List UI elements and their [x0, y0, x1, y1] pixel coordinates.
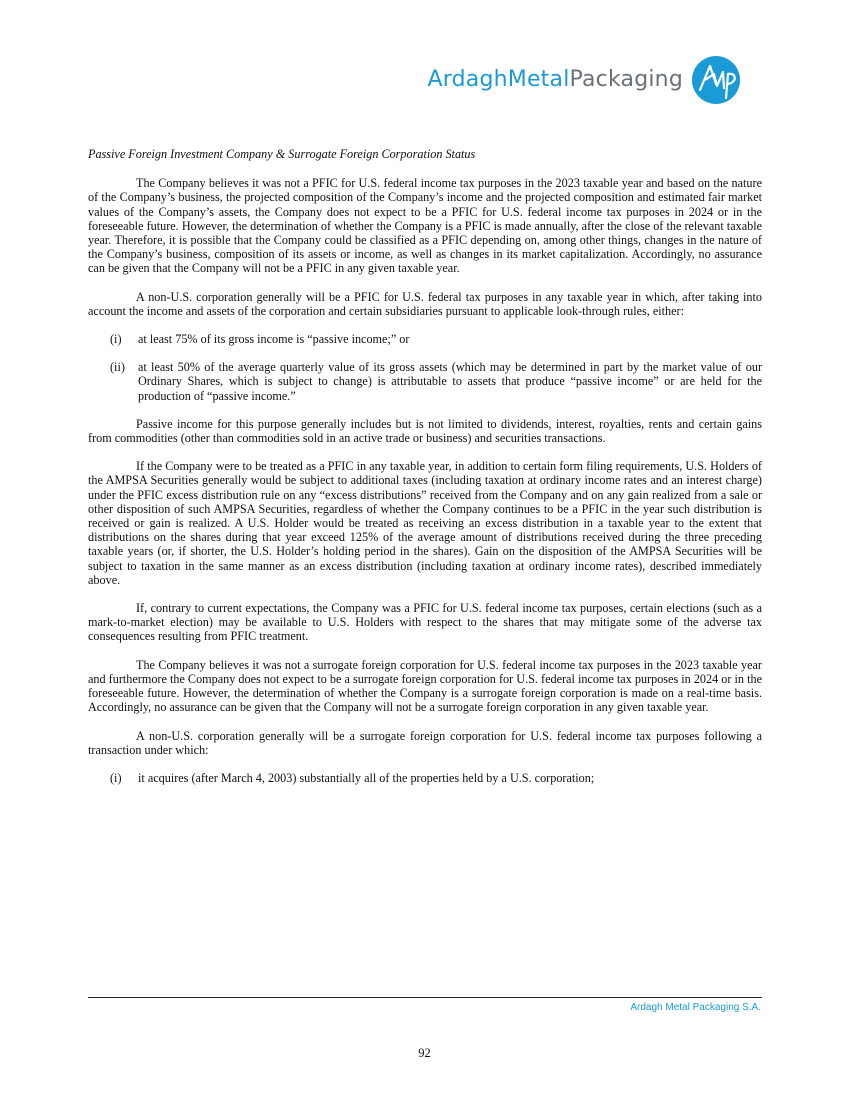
paragraph-1: The Company believes it was not a PFIC for U.S. federal income tax purposes in the 2023 taxable year and based on the nature of the Company’s business, the projected composition of the Company’s income and the projected composition and estimated fair market values of the Company’s assets, the Company does not expect to be a PFIC for U.S. federal income tax purposes in 2024 or in the foreseeable future. However, the determination of whether the Company is a PFIC is made annually, after the close of the relevant taxable year. Therefore, it is possible that the Company could be classified as a PFIC depending on, among other things, changes in the nature of the Company’s business, composition of its assets or income, as well as changes in its market capitalization. Accordingly, no assurance can be given that the Company will not be a PFIC in any given taxable year. — [88, 176, 762, 276]
brand-word-metal: Metal — [507, 67, 570, 92]
list-item — [88, 771, 762, 785]
list-item-number: (ii) — [110, 360, 125, 375]
footer-company-name: Ardagh Metal Packaging S.A. — [630, 1002, 761, 1013]
paragraph-3: Passive income for this purpose generally includes but is not limited to dividends, interest, royalties, rents and certain gains from commodities (other than commodities sold in an active trade or business) and securities transactions. — [88, 416, 762, 446]
list-item-number: (i) — [110, 332, 122, 347]
brand-word-packaging: Packaging — [569, 67, 683, 92]
amp-logo-icon — [690, 54, 742, 106]
page-number: 92 — [418, 1046, 431, 1060]
paragraph-5: If, contrary to current expectations, the Company was a PFIC for U.S. federal income tax purposes, certain elections (such as a mark-to-market election) may be available to U.S. Holders with respect to the shares that may mitigate some of the adverse tax consequences resulting from PFIC treatment. — [88, 601, 762, 644]
list-item-text: it acquires (after March 4, 2003) substantially all of the properties held by a U.S. corporation; — [138, 770, 595, 785]
paragraph-6: The Company believes it was not a surrogate foreign corporation for U.S. federal income tax purposes in the 2023 taxable year and furthermore the Company does not expect to be a surrogate foreign corporation for U.S. federal income tax purposes in 2024 or in the foreseeable future. However, the determination of whether the Company is a surrogate foreign corporation is made on a real-time basis. Accordingly, no assurance can be given that the Company will not be a surrogate foreign corporation in any given taxable year. — [88, 657, 762, 715]
paragraph-4: If the Company were to be treated as a PFIC in any taxable year, in addition to certain form filing requirements, U.S. Holders of the AMPSA Securities generally would be subject to additional taxes (including taxation at ordinary income rates and an interest charge) under the PFIC excess distribution rule on any “excess distributions” received from the Company and on any gain realized from a sale or other disposition of such AMPSA Securities, regardless of whether the Company continues to be a PFIC in the year such distribution is received or gain is realized. A U.S. Holder would be treated as receiving an excess distribution in a taxable year to the extent that distributions on the shares during that year exceed 125% of the average amount of distributions received during the three preceding taxable years (or, if shorter, the U.S. Holder’s holding period in the shares). Gain on the disposition of the AMPSA Securities will be subject to taxation in the same manner as an excess distribution (including taxation at ordinary income rates), described immediately above. — [88, 459, 762, 587]
list-item-text: at least 75% of its gross income is “passive income;” or — [138, 332, 410, 347]
page-header — [0, 0, 849, 110]
footer-divider — [88, 997, 762, 998]
list-item-text: at least 50% of the average quarterly value of its gross assets (which may be determined in part by the market value of our Ordinary Shares, which is subject to change) is attributable to assets that produce “passive income” or are held for the production of “passive income.” — [138, 360, 762, 403]
paragraph-7: A non-U.S. corporation generally will be a surrogate foreign corporation for U.S. federal income tax purposes following a transaction under which: — [88, 728, 762, 757]
paragraph-2: A non-U.S. corporation generally will be a PFIC for U.S. federal tax purposes in any taxable year in which, after taking into account the income and assets of the corporation and certain subsidiaries pursuant to applicable look-through rules, either: — [88, 289, 762, 318]
list-item-number: (i) — [110, 770, 122, 785]
brand-wordmark — [428, 66, 684, 94]
list-item — [88, 332, 762, 346]
section-heading: Passive Foreign Investment Company & Surrogate Foreign Corporation Status — [88, 147, 476, 161]
document-body — [88, 147, 762, 799]
list-item — [88, 360, 762, 403]
brand-word-ardagh: Ardagh — [427, 67, 508, 92]
